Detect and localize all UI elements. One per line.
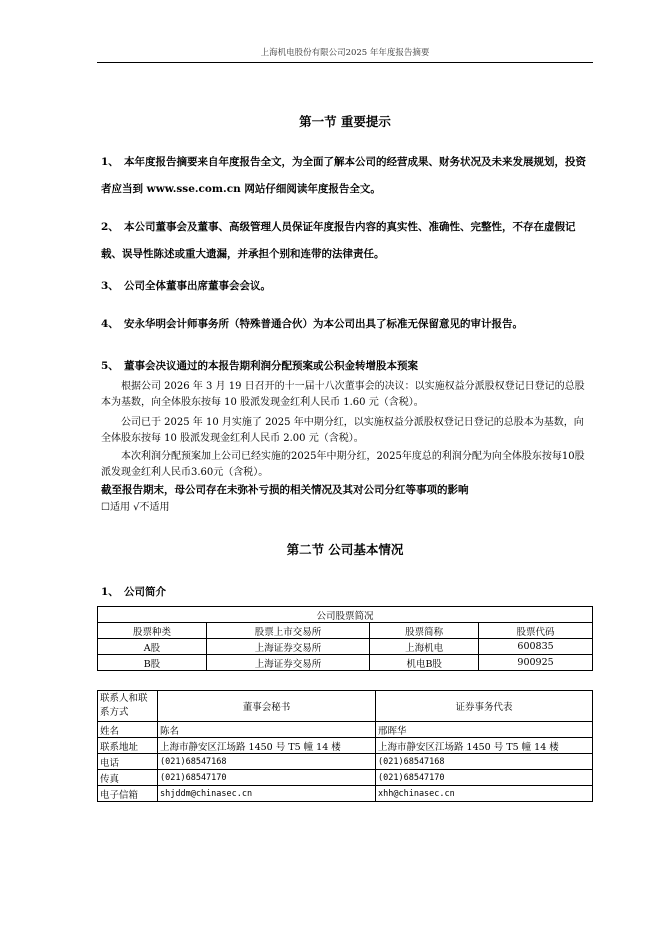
table-cell: (021)68547170 — [376, 770, 593, 786]
table-cell: 上海市静安区江场路 1450 号 T5 幢 14 楼 — [158, 738, 376, 754]
table-cell: 上海证券交易所 — [206, 655, 369, 671]
table-cell: 上海市静安区江场路 1450 号 T5 幢 14 楼 — [376, 738, 593, 754]
applicability-checkbox: ☐适用 √不适用 — [101, 502, 170, 513]
table-row — [98, 639, 593, 655]
stock-table-caption: 公司股票简况 — [98, 607, 593, 623]
table-row — [98, 786, 593, 802]
item-1 — [101, 149, 591, 203]
header-cell: 股票简称 — [370, 623, 479, 639]
row-label: 联系地址 — [98, 738, 158, 754]
row-label: 传真 — [98, 770, 158, 786]
table-cell: A股 — [98, 639, 207, 655]
table-cell: (021)68547168 — [158, 754, 376, 770]
table-cell: (021)68547168 — [376, 754, 593, 770]
table-cell: 邢晖华 — [376, 722, 593, 738]
item-number: 1、 — [101, 156, 119, 168]
table-row — [98, 738, 593, 754]
header-cell: 董事会秘书 — [158, 691, 376, 722]
dividend-paragraph-2: 公司已于 2025 年 10 月实施了 2025 年中期分红，以实施权益分派股权登记日登记的总股本为基数，向全体股东按每 10 股派发现金红利人民币 2.00 元（含税）。 — [101, 417, 584, 444]
item-number: 5、 — [101, 360, 119, 372]
table-cell: 600835 — [479, 639, 593, 655]
item-text: 本年度报告摘要来自年度报告全文，为全面了解本公司的经营成果、财务状况及未来发展规划，投资者应当到 www.sse.com.cn 网站仔细阅读年度报告全文。 — [101, 156, 586, 195]
table-cell: B股 — [98, 655, 207, 671]
item-number: 2、 — [101, 221, 119, 233]
table-row — [98, 722, 593, 738]
row-label: 电话 — [98, 754, 158, 770]
contact-table — [97, 690, 593, 802]
table-row — [98, 770, 593, 786]
item-text: 公司全体董事出席董事会会议。 — [124, 280, 271, 292]
item-3 — [101, 273, 591, 300]
table-header-row — [98, 623, 593, 639]
row-label: 电子信箱 — [98, 786, 158, 802]
item-4 — [101, 311, 591, 338]
running-header: 上海机电股份有限公司2025 年年度报告摘要 — [260, 48, 430, 58]
item-2 — [101, 214, 591, 268]
dividend-paragraph-1: 根据公司 2026 年 3 月 19 日召开的十一届十八次董事会的决议：以实施权益分派股权登记日登记的总股本为基数，向全体股东按每 10 股派发现金红利人民币 1.60 元（含税）。 — [101, 381, 585, 408]
section2-title: 第二节 公司基本情况 — [286, 542, 404, 557]
item-number: 4、 — [101, 318, 119, 330]
header-rule — [97, 62, 593, 63]
email-link[interactable]: shjddm@chinasec.cn — [158, 786, 376, 802]
table-cell: (021)68547170 — [158, 770, 376, 786]
contact-header-label: 联系人和联系方式 — [98, 691, 158, 722]
item-text: 董事会决议通过的本报告期利润分配预案或公积金转增股本预案 — [124, 360, 418, 372]
header-cell: 股票代码 — [479, 623, 593, 639]
header-cell: 股票上市交易所 — [206, 623, 369, 639]
item-number: 3、 — [101, 280, 119, 292]
table-header-row — [98, 691, 593, 722]
email-link[interactable]: xhh@chinasec.cn — [376, 786, 593, 802]
dividend-paragraph-3: 本次利润分配预案加上公司已经实施的2025年中期分红，2025年度总的利润分配为向全体股东按每10股派发现金红利人民币3.60元（含税）。 — [101, 451, 585, 478]
header-cell: 股票种类 — [98, 623, 207, 639]
table-cell: 陈名 — [158, 722, 376, 738]
table-cell: 900925 — [479, 655, 593, 671]
row-label: 姓名 — [98, 722, 158, 738]
table-cell: 上海证券交易所 — [206, 639, 369, 655]
table-cell: 上海机电 — [370, 639, 479, 655]
stock-table — [97, 606, 593, 671]
item-text: 公司简介 — [124, 586, 166, 598]
item-text: 安永华明会计师事务所（特殊普通合伙）为本公司出具了标准无保留意见的审计报告。 — [124, 318, 523, 330]
item-number: 1、 — [101, 586, 119, 598]
deficit-heading: 截至报告期末，母公司存在未弥补亏损的相关情况及其对公司分红等事项的影响 — [101, 484, 469, 496]
header-cell: 证券事务代表 — [376, 691, 593, 722]
table-row — [98, 754, 593, 770]
table-cell: 机电B股 — [370, 655, 479, 671]
table-row — [98, 655, 593, 671]
item-text: 本公司董事会及董事、高级管理人员保证年度报告内容的真实性、准确性、完整性，不存在虚假记载、误导性陈述或重大遗漏，并承担个别和连带的法律责任。 — [101, 221, 576, 260]
section1-title: 第一节 重要提示 — [299, 114, 391, 129]
sub-item-1 — [101, 579, 591, 606]
item-5 — [101, 353, 591, 380]
